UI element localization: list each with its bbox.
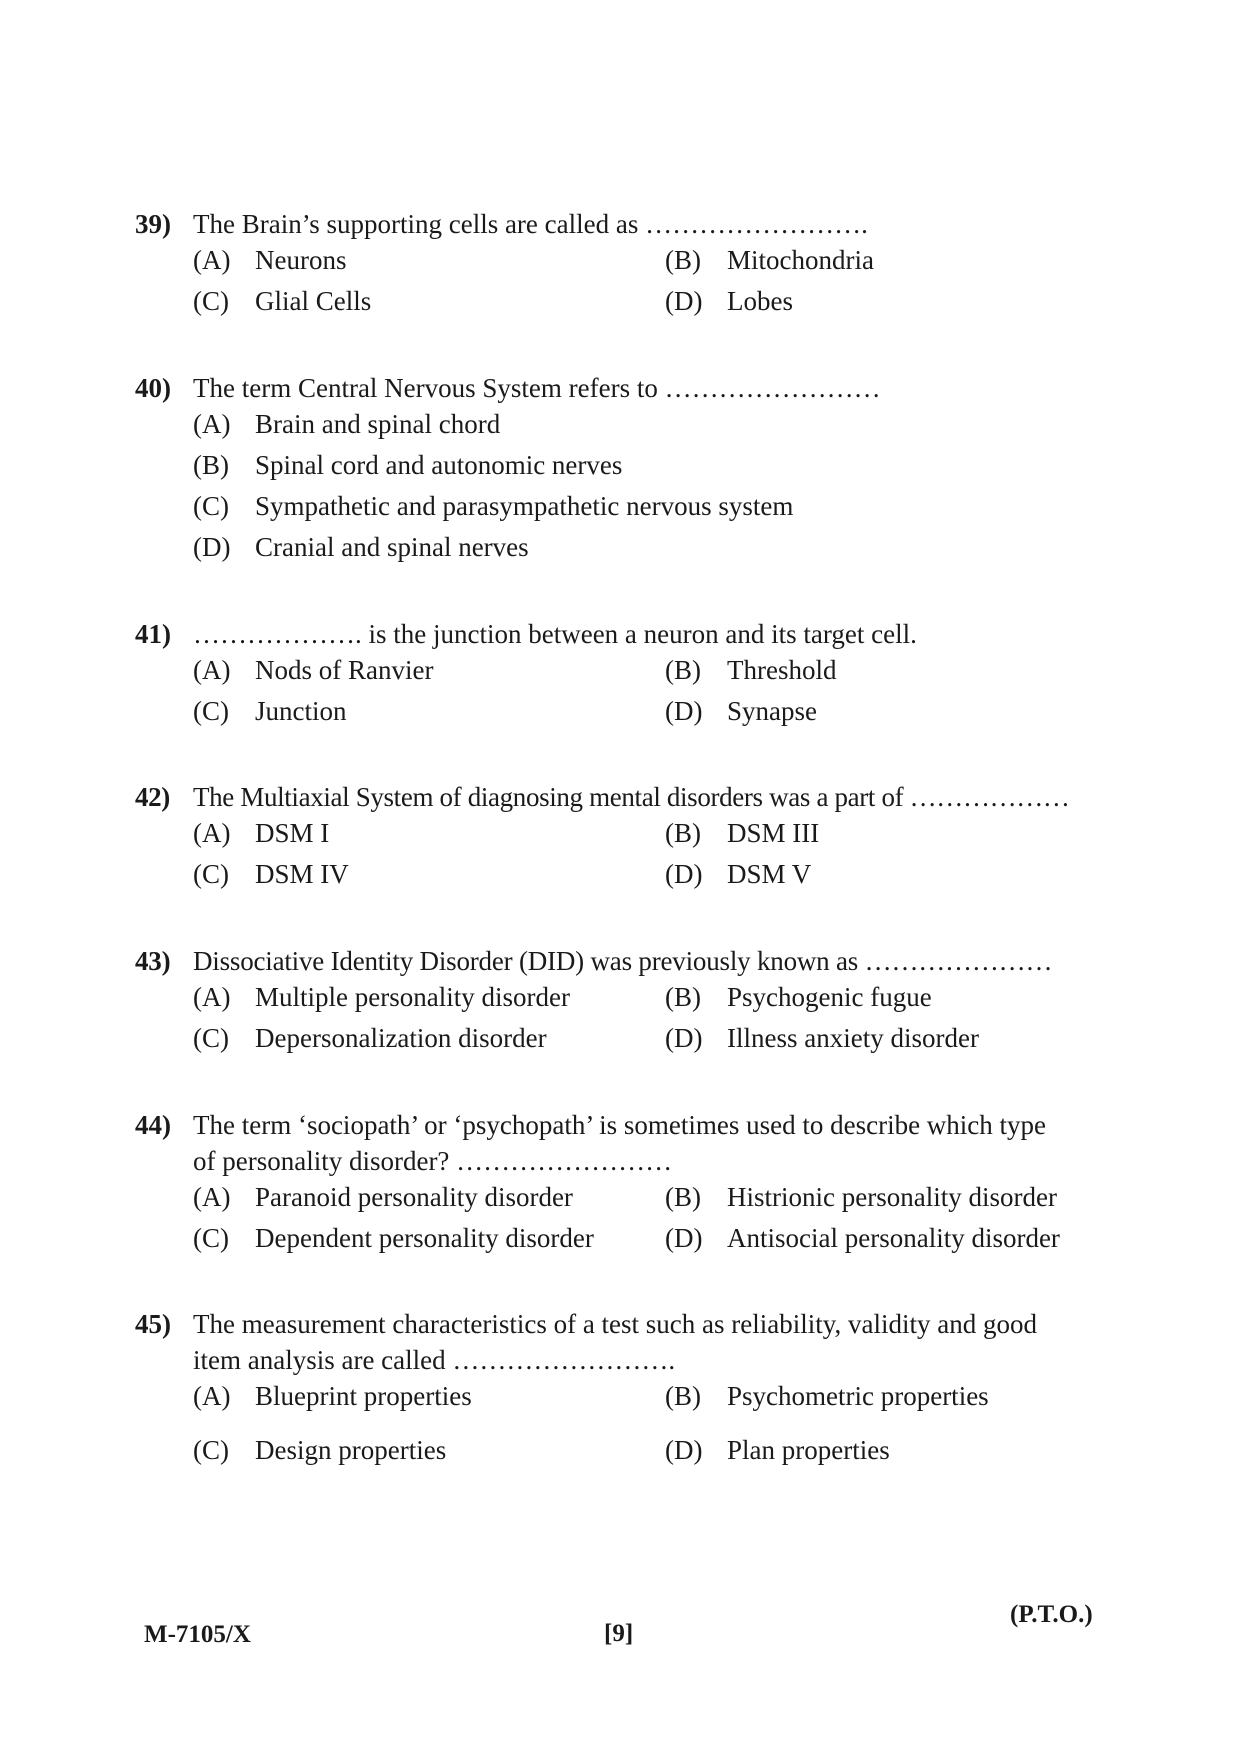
option-a: [193, 1179, 665, 1215]
option-c: [193, 488, 1073, 524]
option-text: Threshold: [727, 655, 837, 685]
question-text: The term Central Nervous System refers to ……………………: [193, 373, 881, 403]
option-label: (A): [193, 1182, 231, 1212]
question-number: 41): [135, 619, 171, 649]
option-b: [665, 242, 874, 278]
option-text: Histrionic personality disorder: [727, 1182, 1057, 1212]
option-label: (C): [193, 1223, 229, 1253]
question-text: Dissociative Identity Disorder (DID) was previously known as …………………: [193, 946, 1053, 976]
option-label: (D): [193, 532, 231, 562]
option-label: (B): [665, 655, 701, 685]
option-label: (D): [665, 859, 703, 889]
option-c: [193, 1432, 665, 1468]
option-text: Dependent personality disorder: [255, 1223, 594, 1253]
option-text: DSM IV: [255, 859, 349, 889]
option-c: [193, 283, 665, 319]
option-label: (D): [665, 286, 703, 316]
option-label: (B): [665, 1182, 701, 1212]
option-a: [193, 652, 665, 688]
option-c: [193, 856, 665, 892]
option-text: Antisocial personality disorder: [727, 1223, 1060, 1253]
option-label: (A): [193, 1381, 231, 1411]
option-text: Lobes: [727, 286, 793, 316]
option-a: [193, 1378, 665, 1414]
question-39: [135, 206, 1110, 324]
question-42: [135, 779, 1110, 897]
option-c: [193, 1020, 665, 1056]
option-text: DSM V: [727, 859, 812, 889]
question-number: 45): [135, 1309, 171, 1339]
option-label: (B): [665, 818, 701, 848]
option-a: [193, 406, 1073, 442]
option-label: (B): [665, 245, 701, 275]
option-text: Mitochondria: [727, 245, 874, 275]
question-45: [135, 1306, 1110, 1473]
option-label: (C): [193, 491, 229, 521]
option-text: Psychogenic fugue: [727, 982, 932, 1012]
question-number: 44): [135, 1110, 171, 1140]
option-label: (A): [193, 982, 231, 1012]
question-40: [135, 370, 1110, 570]
question-number: 43): [135, 946, 171, 976]
option-text: Blueprint properties: [255, 1381, 472, 1411]
option-text: Multiple personality disorder: [255, 982, 570, 1012]
option-label: (D): [665, 1223, 703, 1253]
option-label: (D): [665, 1435, 703, 1465]
option-label: (A): [193, 409, 231, 439]
option-b: [665, 1378, 989, 1414]
option-text: Depersonalization disorder: [255, 1023, 547, 1053]
option-label: (C): [193, 1023, 229, 1053]
question-text: The measurement characteristics of a test such as reliability, validity and good: [193, 1309, 1037, 1339]
page-number: [9]: [604, 1620, 634, 1647]
option-text: Illness anxiety disorder: [727, 1023, 979, 1053]
option-d: [665, 1220, 1060, 1256]
question-text: The Multiaxial System of diagnosing mental disorders was a part of ………………: [193, 782, 1070, 812]
option-d: [665, 693, 817, 729]
option-label: (B): [665, 982, 701, 1012]
options: [135, 1179, 1110, 1261]
options: [135, 242, 1110, 324]
option-c: [193, 1220, 665, 1256]
options: [135, 979, 1110, 1061]
option-label: (B): [665, 1381, 701, 1411]
option-text: Glial Cells: [255, 286, 372, 316]
option-text: Sympathetic and parasympathetic nervous system: [255, 491, 794, 521]
option-a: [193, 242, 665, 278]
question-number: 39): [135, 209, 171, 239]
question-text-continued: of personality disorder? ……………………: [193, 1146, 673, 1176]
option-label: (D): [665, 696, 703, 726]
option-b: [193, 447, 1073, 483]
option-text: Design properties: [255, 1435, 447, 1465]
option-text: Junction: [255, 696, 347, 726]
option-text: Neurons: [255, 245, 347, 275]
question-number: 42): [135, 782, 170, 812]
question-text: The term ‘sociopath’ or ‘psychopath’ is sometimes used to describe which type: [193, 1110, 1047, 1140]
question-number: 40): [135, 373, 171, 403]
option-a: [193, 979, 665, 1015]
question-text-continued: item analysis are called …………………….: [193, 1345, 676, 1375]
option-b: [665, 979, 932, 1015]
option-text: Cranial and spinal nerves: [255, 532, 529, 562]
option-text: Paranoid personality disorder: [255, 1182, 573, 1212]
pto-note: (P.T.O.): [1010, 1601, 1093, 1628]
option-text: Spinal cord and autonomic nerves: [255, 450, 623, 480]
option-label: (A): [193, 818, 231, 848]
option-text: DSM I: [255, 818, 330, 848]
option-a: [193, 815, 665, 851]
question-44: [135, 1107, 1110, 1261]
option-label: (C): [193, 696, 229, 726]
question-text: The Brain’s supporting cells are called as …………………….: [193, 209, 868, 239]
options: [135, 815, 1110, 897]
option-d: [665, 1432, 890, 1468]
option-c: [193, 693, 665, 729]
option-label: (A): [193, 655, 231, 685]
option-label: (C): [193, 1435, 229, 1465]
options: [135, 406, 1110, 570]
question-41: [135, 616, 1110, 734]
question-text: ………………. is the junction between a neuron and its target cell.: [193, 619, 917, 649]
option-text: Synapse: [727, 696, 817, 726]
option-b: [665, 815, 819, 851]
option-b: [665, 1179, 1057, 1215]
question-43: [135, 943, 1110, 1061]
options: [135, 652, 1110, 734]
option-d: [193, 529, 1073, 565]
option-text: Plan properties: [727, 1435, 890, 1465]
option-d: [665, 1020, 979, 1056]
option-label: (C): [193, 286, 229, 316]
option-d: [665, 856, 811, 892]
option-text: DSM III: [727, 818, 820, 848]
option-label: (A): [193, 245, 231, 275]
option-text: Brain and spinal chord: [255, 409, 501, 439]
options: [135, 1378, 1110, 1473]
option-label: (D): [665, 1023, 703, 1053]
paper-code: M-7105/X: [144, 1621, 251, 1648]
option-label: (B): [193, 450, 229, 480]
option-text: Psychometric properties: [727, 1381, 989, 1411]
option-label: (C): [193, 859, 229, 889]
option-b: [665, 652, 836, 688]
option-d: [665, 283, 793, 319]
option-text: Nods of Ranvier: [255, 655, 434, 685]
